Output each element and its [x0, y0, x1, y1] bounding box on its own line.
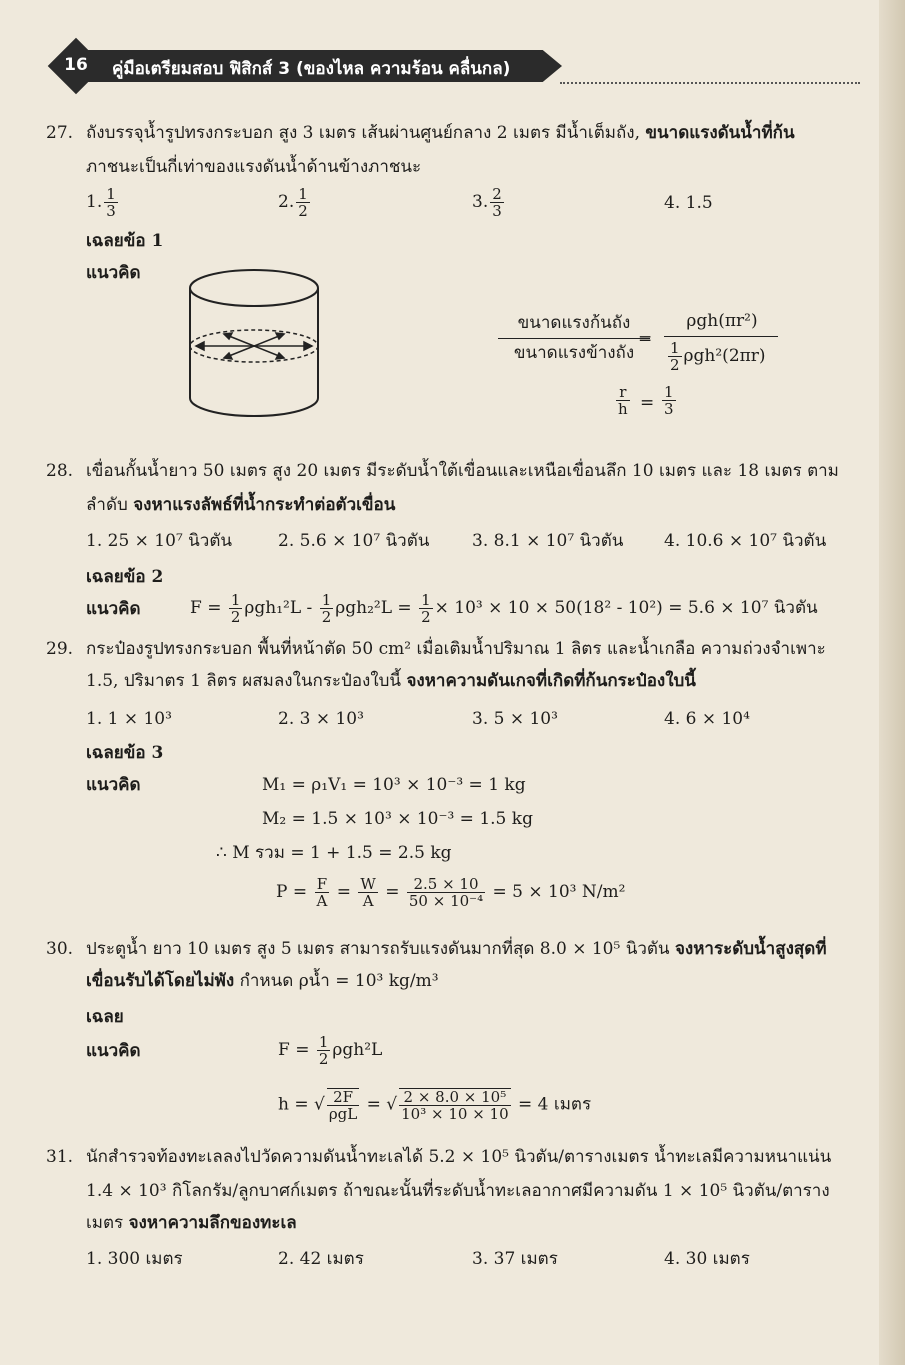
page-edge-shadow: [879, 0, 905, 1365]
book-title: คู่มือเตรียมสอบ ฟิสิกส์ 3 (ของไหล ความร้อน คลื่นกล): [112, 59, 511, 79]
q30-text-line2: เขื่อนรับได้โดยไม่พัง กำหนด ρน้ำ = 10³ kg/m³: [86, 971, 439, 991]
q27-choice-1: 1. $\frac{1}{3}$: [86, 185, 116, 220]
q28-formula: F = $\frac{1}{2}$ ρgh₁²L - $\frac{1}{2}$ ρgh₂²L = $\frac{1}{2}$ × 10³ × 10 × 50(18² - 10²) = 5.6 × 10⁷ นิวตัน: [190, 591, 818, 626]
q28-choice-4: 4. 10.6 × 10⁷ นิวตัน: [664, 531, 827, 551]
q28-method-label: แนวคิด: [86, 599, 141, 619]
q30-answer: เฉลย: [86, 1007, 124, 1027]
q31-choice-2: 2. 42 เมตร: [278, 1249, 364, 1269]
q30-text-line1: ประตูน้ำ ยาว 10 เมตร สูง 5 เมตร สามารถรับแรงดันมากที่สุด 8.0 × 10⁵ นิวตัน จงหาระดับน้ำสูงสุดที่: [86, 939, 827, 959]
ratio-equals: =: [638, 329, 653, 349]
q27-text-line2: ภาชนะเป็นกี่เท่าของแรงดันน้ำด้านข้างภาชนะ: [86, 157, 422, 177]
q29-choice-2: 2. 3 × 10³: [278, 709, 364, 729]
q27-choice-3: 3. $\frac{2}{3}$: [472, 185, 502, 220]
rhs-denominator: $\frac{1}{2}$ ρgh²(2πr): [670, 339, 766, 374]
ratio-denominator: ขนาดแรงข้างถัง: [513, 343, 635, 363]
ratio-numerator: ขนาดแรงก้นถัง: [517, 313, 631, 333]
q29-mass-total: ∴ M รวม = 1 + 1.5 = 2.5 kg: [216, 843, 452, 863]
cylinder-diagram: [186, 266, 322, 426]
q29-mass1: M₁ = ρ₁V₁ = 10³ × 10⁻³ = 1 kg: [262, 775, 526, 795]
q27-choice-4: 4. 1.5: [664, 193, 713, 213]
q31-text-line2: 1.4 × 10³ กิโลกรัม/ลูกบาศก์เมตร ถ้าขณะนั้นที่ระดับน้ำทะเลอากาศมีความดัน 1 × 10⁵ นิวตัน/ตาราง: [86, 1181, 830, 1201]
q29-method-label: แนวคิด: [86, 775, 141, 795]
q28-choice-2: 2. 5.6 × 10⁷ นิวตัน: [278, 531, 430, 551]
q28-number: 28.: [46, 461, 74, 481]
header-dotted-rule: [560, 82, 860, 84]
q29-text-line2: 1.5, ปริมาตร 1 ลิตร ผสมลงในกระป๋องใบนี้ จงหาความดันเกจที่เกิดที่ก้นกระป๋องใบนี้: [86, 671, 696, 691]
q29-pressure: P = $\frac{F}{A}$ = $\frac{W}{A}$ = $\frac{2.5 \times 10}{\text{50 × 10⁻⁴}}$ = 5 × 10³ N/m²: [276, 875, 626, 910]
r-over-h-equals: =: [640, 393, 655, 413]
q29-choice-3: 3. 5 × 10³: [472, 709, 558, 729]
q28-text-line1: เขื่อนกั้นน้ำยาว 50 เมตร สูง 20 เมตร มีระดับน้ำใต้เขื่อนและเหนือเขื่อนลึก 10 เมตร และ 18 เมตร ตาม: [86, 461, 839, 481]
q31-number: 31.: [46, 1147, 74, 1167]
q31-text-line3: เมตร จงหาความลึกของทะเล: [86, 1213, 297, 1233]
page-number: 16: [64, 55, 88, 75]
q30-method-label: แนวคิด: [86, 1041, 141, 1061]
q29-choice-4: 4. 6 × 10⁴: [664, 709, 750, 729]
q29-text-line1: กระป๋องรูปทรงกระบอก พื้นที่หน้าตัด 50 cm² เมื่อเติมน้ำปริมาณ 1 ลิตร และน้ำเกลือ ความถ่วงจำเพาะ: [86, 639, 826, 659]
q31-choice-3: 3. 37 เมตร: [472, 1249, 558, 1269]
q28-choice-1: 1. 25 × 10⁷ นิวตัน: [86, 531, 232, 551]
q28-choice-3: 3. 8.1 × 10⁷ นิวตัน: [472, 531, 624, 551]
q29-choice-1: 1. 1 × 10³: [86, 709, 172, 729]
q30-height-formula: h = √ 2F ρgL = √ $\frac{\text{2 × 8.0 × 10⁵}}{\text{10³ × 10 × 10}}$ = 4 เมตร: [278, 1088, 592, 1123]
q30-number: 30.: [46, 939, 74, 959]
q29-answer: เฉลยข้อ 3: [86, 743, 164, 763]
q27-method-label: แนวคิด: [86, 263, 141, 283]
q28-text-line2: ลำดับ จงหาแรงลัพธ์ที่น้ำกระทำต่อตัวเขื่อน: [86, 495, 396, 515]
ratio-bar: [498, 338, 650, 339]
q30-force-formula: F = $\frac{1}{2}$ ρgh²L: [278, 1033, 383, 1068]
r-over-h-result: $\frac{1}{3}$: [664, 383, 674, 418]
q27-number: 27.: [46, 123, 74, 143]
q27-text-line1: ถังบรรจุน้ำรูปทรงกระบอก สูง 3 เมตร เส้นผ่านศูนย์กลาง 2 เมตร มีน้ำเต็มถัง, ขนาดแรงดันน้ำที่ก้น: [86, 123, 795, 143]
q29-number: 29.: [46, 639, 74, 659]
q31-choice-1: 1. 300 เมตร: [86, 1249, 183, 1269]
rhs-numerator: ρgh(πr²): [686, 311, 758, 331]
q31-text-line1: นักสำรวจท้องทะเลลงไปวัดความดันน้ำทะเลได้ 5.2 × 10⁵ นิวตัน/ตารางเมตร น้ำทะเลมีความหนาแน่น: [86, 1147, 832, 1167]
q31-choice-4: 4. 30 เมตร: [664, 1249, 750, 1269]
q27-choice-2: 2. $\frac{1}{2}$: [278, 185, 308, 220]
r-over-h: $\frac{r}{h}$: [618, 383, 628, 418]
q29-mass2: M₂ = 1.5 × 10³ × 10⁻³ = 1.5 kg: [262, 809, 533, 829]
q28-answer: เฉลยข้อ 2: [86, 567, 164, 587]
q27-answer: เฉลยข้อ 1: [86, 231, 164, 251]
rhs-bar: [664, 336, 778, 337]
